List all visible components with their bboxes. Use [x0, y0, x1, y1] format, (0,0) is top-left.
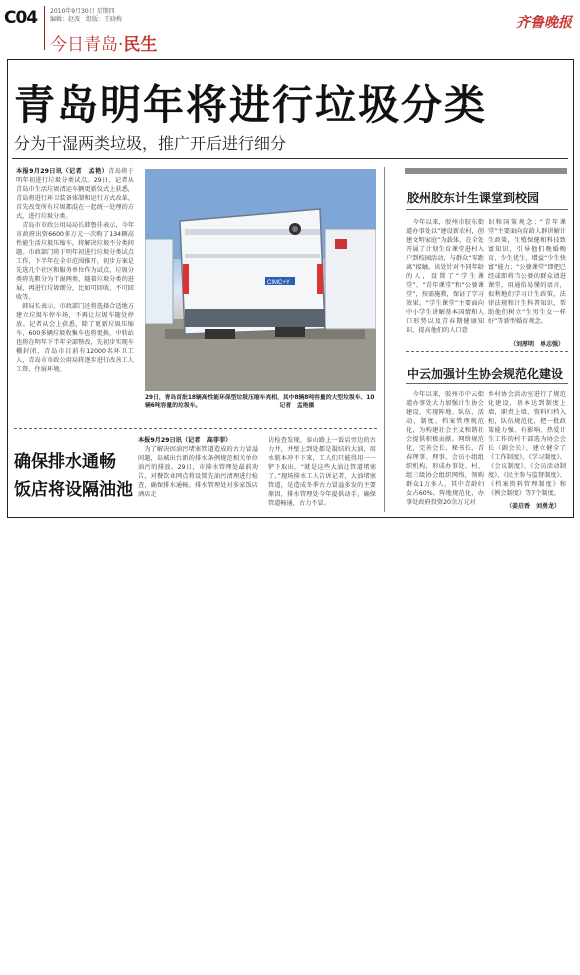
- lead-body: [16, 167, 134, 427]
- story-divider: [14, 428, 377, 429]
- jiaodong-headline: 胶州胶东计生课堂到校园: [407, 191, 540, 205]
- masthead-meta: [50, 8, 122, 24]
- issue-date: 2010年9月30日: [50, 8, 95, 15]
- jiaodong-text-1: 今年以来，胶州市胶东街道办事处以“建设新农村，创建文明家庭”为载体，在全处开展了计划生育课堂进村入户到校园活动，与群众“零距离”接触。该处针对不同年龄的人，设置了“学生课堂”、“青年课堂”和“公婆课堂”，按需施教，保证了学习效果。“学生课堂”主要面向中小学生讲解基本国情和人口形势以及青春期健康知识，提高他们的人口意: [406, 219, 484, 334]
- zhongyun-byline: （姜启香 刘勇龙）: [506, 503, 561, 510]
- lead-paragraph-2: 青岛市市政公用局局长韩鲁佳表示，今年市政府出资6600多万元一次购了134辆高性能生活垃圾压缩车，将解决垃圾不分类问题。市政部门将于明年初进行垃圾分类试点工作，下半年在全市范围推开，初步方案是先选几个社区和服务单位作为试点，垃圾分类将先粗分为干湿两类，随着垃圾分类的进展，再进行垃圾细分，比如可回收、不可回收等。: [16, 222, 134, 301]
- drain-dateline: 本报9月29日讯（记者 高菲菲）: [138, 437, 232, 444]
- sidebar-divider: [406, 351, 568, 352]
- column-divider: [384, 167, 385, 512]
- truck-label: CIMC+Y: [267, 280, 290, 286]
- garbage-truck-photo: [145, 169, 376, 391]
- issue-weekday: 星期四: [96, 8, 115, 15]
- zhongyun-text-2: 乡村协会活动室进行了规范化建设，基本达到制度上墙，职责上墙，资料归档入柜，队伍规范化，把一批政策能力强、有影响、热爱计生工作的村干部选为协会会长（副会长），建立健全了《工作制度》、《学习制度》、《会议制度》、《会员活动制度》、《民主参与监督制度》、《档案资料管理制度》和《例会制度》等7个制度。: [488, 391, 566, 497]
- drain-headline-line2: 饭店将设隔油池: [14, 480, 133, 500]
- sidebar-top-bar: [405, 168, 567, 174]
- jiaodong-text-2: 识和国策观念；“青年课堂”主要面向育龄人群讲解计生政策，生殖保健和科技致富知识，引导他们晚婚晚育、少生优生，增益“少生快富”能力；“公婆课堂”即把已经或即将当公婆的群众请进课堂，用通俗易懂的语言，很利地们学习计生政策，法律法规和计生科普知识，帮助他们树立“生男生女一样好”等新型婚育观念。: [488, 219, 566, 325]
- lead-dateline: 本报9月29日讯（记者 孟艳）: [16, 168, 109, 175]
- newspaper-logo: 齐鲁晚报: [516, 15, 572, 31]
- section-prefix: 今日青岛·: [50, 35, 124, 55]
- drain-headline-line1: 确保排水通畅: [14, 452, 116, 472]
- sidebar-rule: [406, 209, 568, 210]
- truck-illustration: [145, 169, 376, 391]
- zhongyun-body-col2: [488, 390, 566, 502]
- lead-paragraph-1: 青岛将于明年初进行垃圾分类试点。29日，记者从青岛市生活垃圾清运车辆更新仪式上获悉，青岛将进行环卫装备体制和运行方式改革，首先改变所有垃圾都混在一起统一处理的方式，进行垃圾分类。: [16, 168, 134, 220]
- zhongyun-text-1: 今年以来，胶州市中云街道办事处大力加强计生协会建设，实现阵地、队伍、活动、制度、档案管理规范化，为构建社会主义和谐社会提供积极贡献。网络规范化，完善会长、秘书长、青春理事、理事、会员小组组织机构，形成办事处、村、组三级协会组织网络，领购群众1万多人，其中青龄妇女占60%，阵地规范化，办事处政府投资20余万元对: [406, 391, 484, 506]
- drain-text-2: 访检查发现，泰山路上一饭店旁边的古力井，井壁上到处都是凝结的大油，用水瓶本冲不下来，工人们只能得用一一铲下取出。“就是这些大油让管道堵塞了。”现场排水工人告诉记者，大油堵塞管道，是造成冬季古力冒溢多发的主要原因，排水管理处今年提供动手，确保管道畅通，古力不冒。: [268, 437, 376, 507]
- drain-text-1: 为了解决因油污堵塞管道造成的古力冒溢问题，岛城出台新的排水条例规范相关单位油污的排放。29日，市排水管理处最前劝告，对餐饮业网点将设置先油污清理进行检查，确保排水通畅。排水管理处对多家饭店酒店走: [138, 446, 258, 498]
- drain-headline: [14, 448, 134, 504]
- drain-body-col2: [268, 436, 376, 514]
- page-number: C04: [4, 8, 38, 28]
- section-main: 民生: [123, 35, 158, 55]
- drain-body-col1: [138, 436, 258, 514]
- jiaodong-body-col1: [406, 218, 484, 346]
- zhongyun-headline: 中云加强计生协会规范化建设: [407, 367, 564, 381]
- lead-headline: 青岛明年将进行垃圾分类: [14, 81, 487, 129]
- headline-rule: [12, 158, 568, 159]
- jiaodong-body-col2: [488, 218, 566, 340]
- zhongyun-body-col1: [406, 390, 484, 510]
- photo-caption: 29日，青岛首批18辆高性能环保型垃圾压缩车亮相，其中8辆8吨容量的大型垃圾车、10辆6吨容量的垃圾车。 记者 孟艳摄: [145, 395, 375, 409]
- editors-line: 编辑：赵波 组版：王晓梅: [50, 16, 123, 23]
- sidebar-rule-2: [406, 383, 568, 384]
- lead-paragraph-3: 韩局长表示，市政部门还将选择合适地方建立垃圾车停车场，不再让垃圾车随处停放。记者从会上获悉，除了更新垃圾压缩车，600多辆垃圾收集车也将更换，中转站也将在明年下半年全部整改，先初步实现车棚封闭，青岛市目前有12000名环卫工人，青岛市市政公用局将逐步进行改善工人工资、住宿环境。: [16, 303, 134, 373]
- lead-subhead: 分为干湿两类垃圾，推广开后进行细分: [14, 134, 287, 153]
- masthead-divider: [44, 6, 45, 50]
- section-title: [50, 30, 157, 55]
- jiaodong-byline: （刘厚明 单志强）: [510, 341, 565, 348]
